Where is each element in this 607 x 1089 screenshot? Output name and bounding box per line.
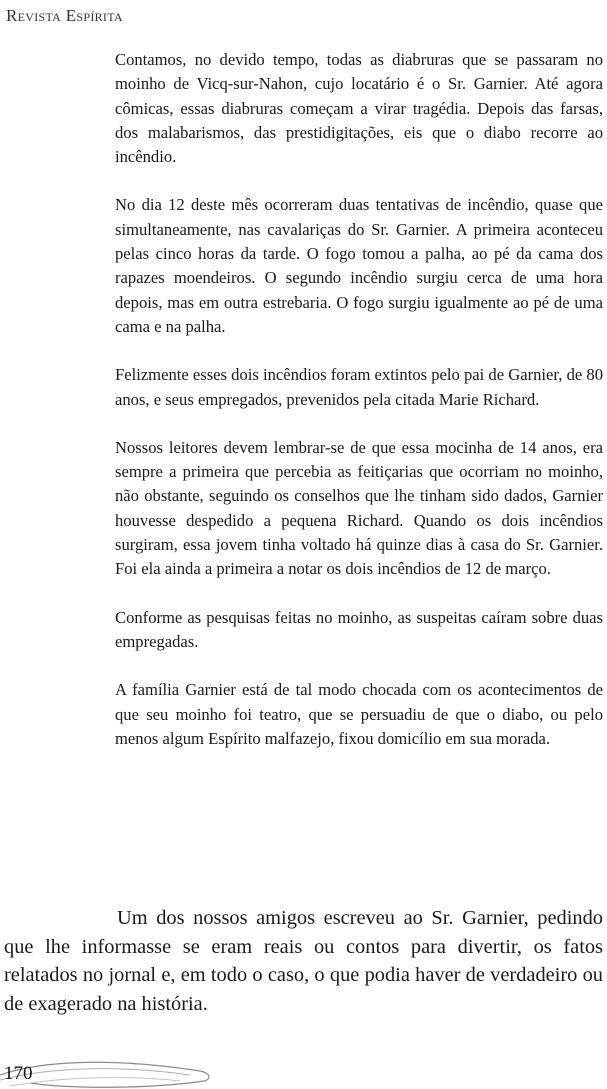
quote-paragraph: Conforme as pesquisas feitas no moinho, as suspeitas caíram sobre duas empregadas. — [115, 607, 603, 651]
quoted-article — [115, 48, 603, 775]
running-header: Revista Espírita — [6, 6, 123, 25]
page-number: 170 — [4, 1063, 33, 1084]
swirl-ornament-icon — [0, 1053, 220, 1089]
quote-paragraph: Contamos, no devido tempo, todas as diabruras que se passaram no moinho de Vicq-sur-Nahon, cujo locatário é o Sr. Garnier. Até agora cômicas, essas diabruras começam a virar tragédia. Depois das farsas, dos malabarismos, das prestidigitações, eis que o diabo recorre ao incêndio. — [115, 50, 603, 167]
quote-paragraph: Felizmente esses dois incêndios foram extintos pelo pai de Garnier, de 80 anos, e seus empregados, prevenidos pela citada Marie Richard. — [115, 365, 603, 409]
quote-paragraph: Nossos leitores devem lembrar-se de que essa mocinha de 14 anos, era sempre a primeira que percebia as feitiçarias que ocorriam no moinho, não obstante, seguindo os conselhos que lhe tinham sido dados, Garnier houvesse despedido a pequena Richard. Quando os dois incêndios surgiram, essa jovem tinha voltado há quinze dias à casa do Sr. Garnier. Foi ela ainda a primeira a notar os dois incêndios de 12 de março. — [115, 437, 603, 579]
quote-paragraph: No dia 12 deste mês ocorreram duas tentativas de incêndio, quase que simultaneamente, nas cavalariças do Sr. Garnier. A primeira aconteceu pelas cinco horas da tarde. O fogo tomou a palha, ao pé da cama dos rapazes moendeiros. O segundo incêndio surgiu cerca de uma hora depois, mas em outra estrebaria. O fogo surgiu igualmente ao pé de uma cama e na palha. — [115, 195, 603, 336]
body-paragraph: Um dos nossos amigos escreveu ao Sr. Garnier, pedindo que lhe informasse se eram reais ou contos para divertir, os fatos relatados no jornal e, em todo o caso, o que podia haver de verdadeiro ou de exagerado na história. — [4, 907, 603, 1015]
page-footer — [0, 1053, 220, 1089]
quote-paragraph: A família Garnier está de tal modo chocada com os acontecimentos de que seu moinho foi teatro, que se persuadiu de que o diabo, ou pelo menos algum Espírito malfazejo, fixou domicílio em sua morada. — [115, 680, 603, 748]
